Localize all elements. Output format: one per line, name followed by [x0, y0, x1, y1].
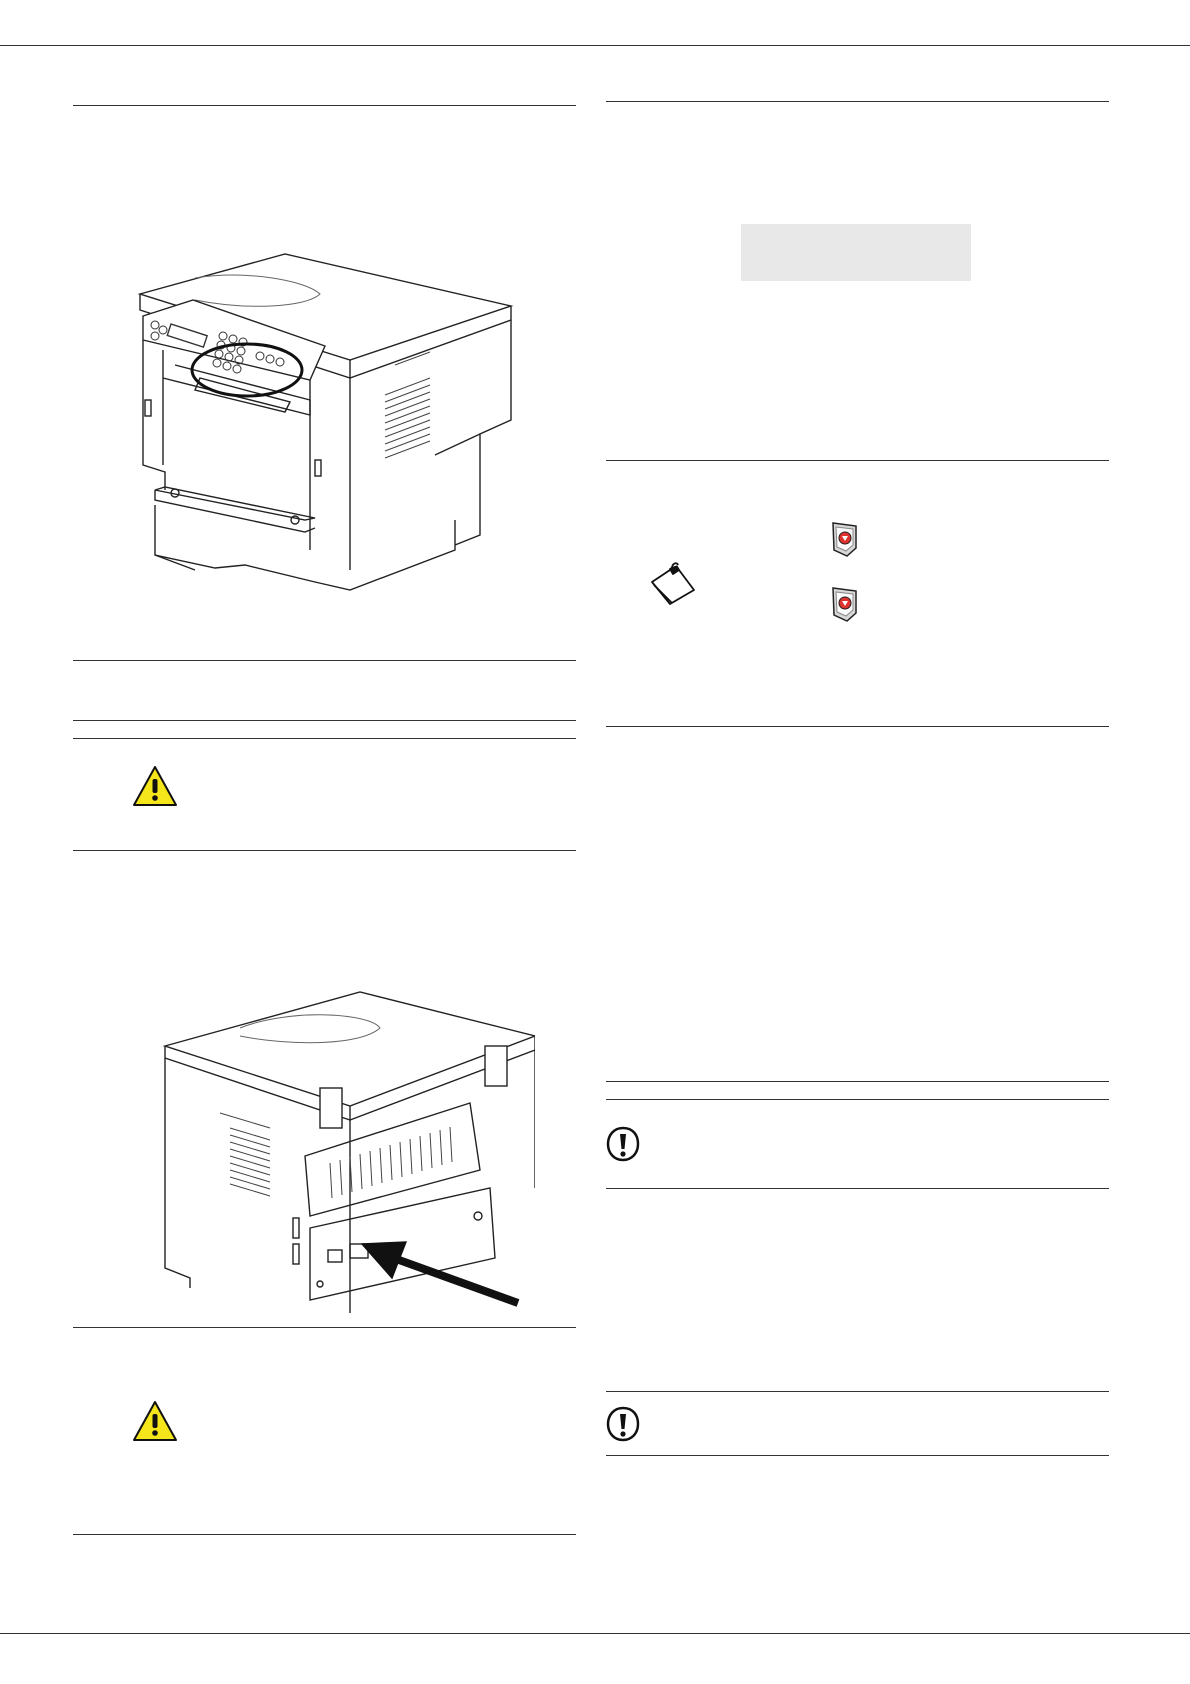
page-footer-rule [0, 1633, 1190, 1634]
section-rule [606, 1099, 1109, 1100]
important-exclamation-icon [606, 1126, 640, 1162]
section-rule [73, 1327, 576, 1328]
caution-triangle-icon [132, 1400, 178, 1442]
important-exclamation-icon [606, 1406, 640, 1442]
section-rule [606, 101, 1109, 102]
page-header-rule [0, 45, 1190, 46]
section-rule [606, 1188, 1109, 1189]
section-rule [73, 720, 576, 721]
section-rule [73, 1534, 576, 1535]
caution-box-top-rule [73, 738, 576, 739]
section-rule [606, 1455, 1109, 1456]
caution-triangle-icon [132, 765, 178, 807]
printer-rear-illustration [160, 988, 535, 1313]
section-rule [606, 726, 1109, 727]
section-rule [606, 460, 1109, 461]
section-rule [606, 1391, 1109, 1392]
section-rule [73, 660, 576, 661]
printer-front-illustration [135, 250, 520, 595]
section-rule [606, 1081, 1109, 1082]
caution-box-bottom-rule [73, 850, 576, 851]
section-rule [73, 105, 576, 106]
note-clipboard-icon [650, 562, 698, 606]
stop-key-icon [830, 520, 860, 558]
stop-key-icon [830, 585, 860, 623]
lcd-display-box [741, 224, 971, 281]
